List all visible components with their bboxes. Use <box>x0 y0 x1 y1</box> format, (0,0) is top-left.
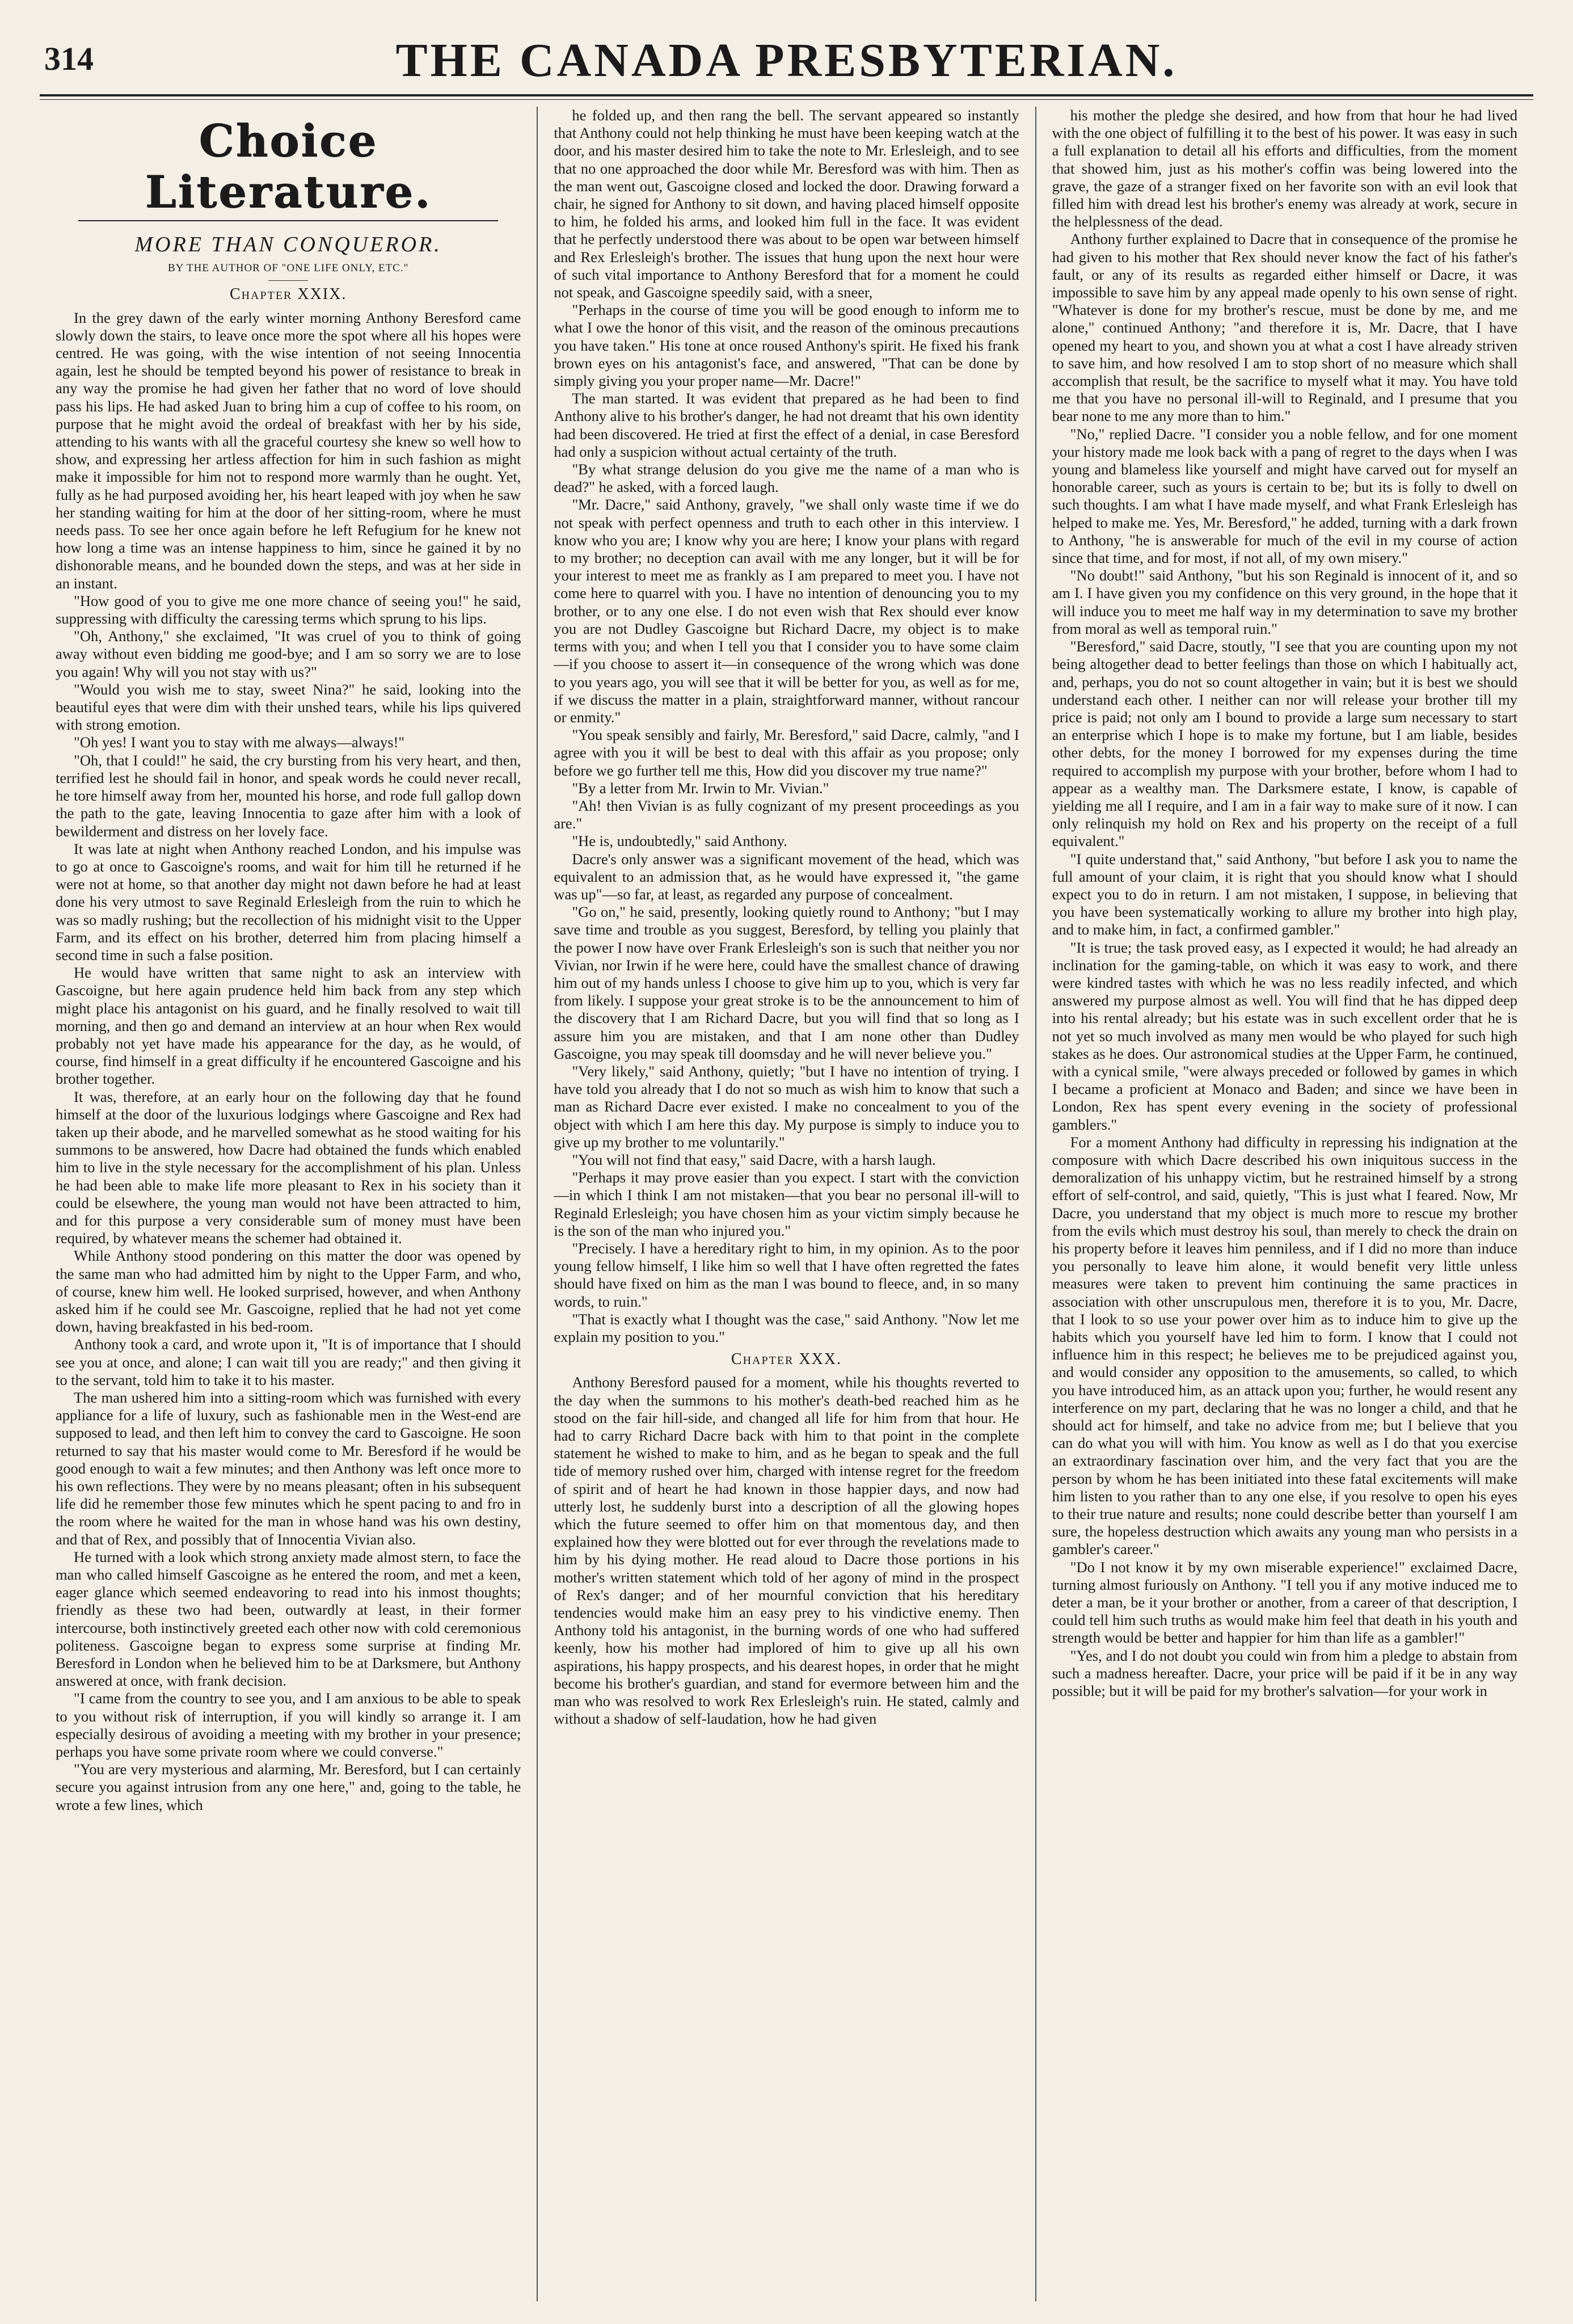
column-1 <box>40 107 537 2301</box>
paragraph: He turned with a look which strong anxiety made almost stern, to face the man who called himself Gascoigne as he entered the room, and met a keen, eager glance which seemed endeavoring to read into his inmost thoughts; friendly as these two had been, outwardly at least, in their former intercourse, both instinctively greeted each other now with cold ceremonious politeness. Gascoigne began to express some surprise at finding Mr. Beresford in London when he believed him to be at Darksmere, but Anthony answered at once, with frank decision. <box>56 1548 521 1690</box>
paragraph: "Mr. Dacre," said Anthony, gravely, "we shall only waste time if we do not speak with perfect openness and truth to each other in this interview. I know who you are; I know why you are here; I know your plans with regard to my brother; no deception can avail with me any longer, but it will be for your interest to meet me as frankly as I am prepared to meet you. I have not come here to quarrel with you. I have no intention of denouncing you to my brother, or to any one else. I do not even wish that Rex should ever know you are not Dudley Gascoigne but Richard Dacre, my object is to make terms with you; and when I tell you that I consider you to have some claim—if you choose to assert it—in consequence of the wrong which was done to you years ago, you will see that it will be better for you, as well as for me, if we discuss the matter in a plain, straightforward manner, without rancour or enmity." <box>554 496 1019 726</box>
paragraph: Dacre's only answer was a significant movement of the head, which was equivalent to an admission that, as he would have expressed it, "the game was up"—so far, at least, as regarded any purpose of concealment. <box>554 850 1019 903</box>
paragraph: "Oh, Anthony," she exclaimed, "It was cruel of you to think of going away without even bidding me good-bye; and I am so sorry we are to lose you again! Why will you not stay with us?" <box>56 628 521 680</box>
header-rule <box>40 94 1533 100</box>
paragraph: "Precisely. I have a hereditary right to him, in my opinion. As to the poor young fellow himself, I like him so well that I have often regretted the fates should have fixed on him as the man I was bound to fleece, and, in so many words, to ruin." <box>554 1240 1019 1310</box>
paragraph: "Perhaps it may prove easier than you expect. I start with the conviction—in which I think I am not mistaken—that you bear no personal ill-will to Reginald Erlesleigh; you have chosen him as your victim simply because he is the son of the man who injured you." <box>554 1169 1019 1239</box>
paragraph: "You speak sensibly and fairly, Mr. Beresford," said Dacre, calmly, "and I agree with you it will be best to deal with this affair as you propose; only before we go further tell me this, How did you discover my true name?" <box>554 726 1019 779</box>
column-3-text <box>1052 107 1517 1700</box>
paragraph: It was late at night when Anthony reached London, and his impulse was to go at once to Gascoigne's rooms, and wait for him till he returned if he were not at home, so that another day might not dawn before he had at least done his very utmost to save Reginald Erlesleigh from the ruin to which he was so madly rushing; but the recollection of his midnight visit to the Upper Farm, and its effect on his brother, deterred him from placing himself a second time in such a false position. <box>56 840 521 963</box>
paragraph: "No doubt!" said Anthony, "but his son Reginald is innocent of it, and so am I. I have given you my confidence on this very ground, in the hope that it will induce you to meet me half way in my determination to save my brother from moral as well as temporal ruin." <box>1052 567 1517 637</box>
paragraph: "Go on," he said, presently, looking quietly round to Anthony; "but I may save time and trouble as you suggest, Beresford, by telling you plainly that the power I now have over Frank Erlesleigh's son is such that neither you nor Vivian, nor Irwin if he were here, could have the smallest chance of drawing him out of my hands unless I choose to give him up to you, which is very far from likely. I suppose your great stroke is to be the announcement to him of the discovery that I am Richard Dacre, but you will find that so long as I assure him you are mistaken, and that I am none other than Dudley Gascoigne, you may speak till doomsday and he will never believe you." <box>554 903 1019 1062</box>
paragraph: While Anthony stood pondering on this matter the door was opened by the same man who had admitted him by night to the Upper Farm, and who, of course, knew him well. He looked surprised, however, and when Anthony asked him if he could see Mr. Gascoigne, replied that he had not yet come down, having breakfasted in his bed-room. <box>56 1247 521 1336</box>
story-title: MORE THAN CONQUEROR. <box>134 233 442 256</box>
section-rule <box>78 220 498 221</box>
column-2-text-continued <box>554 1374 1019 1728</box>
paragraph: "I quite understand that," said Anthony, "but before I ask you to name the full amount of your claim, it is right that you should know what I should expect you to do in return. I am not mistaken, I suppose, in believing that you have been systematically working to allure my brother into high play, and to make him, in fact, a confirmed gambler." <box>1052 850 1517 938</box>
page-header <box>40 23 1533 91</box>
paragraph: "By what strange delusion do you give me the name of a man who is dead?" he asked, with a forced laugh. <box>554 461 1019 496</box>
paragraph: "That is exactly what I thought was the case," said Anthony. "Now let me explain my position to you." <box>554 1310 1019 1346</box>
paragraph: The man ushered him into a sitting-room which was furnished with every appliance for a life of luxury, such as fashionable men in the West-end are supposed to lead, and then left him to convey the card to Gascoigne. He soon returned to say that his master would come to Mr. Beresford if he would be good enough to wait a few minutes; and then Anthony was left once more to his own reflections. They were by no means pleasant; often in his subsequent life did he remember those few minutes which he spent pacing to and fro in the room where he waited for the man in whose hand was his own destiny, and that of Rex, and possibly that of Innocentia Vivian also. <box>56 1389 521 1548</box>
paragraph: For a moment Anthony had difficulty in repressing his indignation at the composure with which Dacre described his own iniquitous success in the demoralization of his unhappy victim, but he restrained himself by a strong effort of self-control, and said, quietly, "This is just what I feared. Now, Mr Dacre, you understand that my object is much more to rescue my brother from the evils which must destroy his soul, than merely to check the drain on his property before it leaves him penniless, and if I did no more than induce you personally to leave him alone, it would benefit very little unless measures were taken to prevent him continuing the same practices in association with other unscrupulous men, therefore it is to you, Mr. Dacre, that I look to so use your power over him as to induce him to give up the habits which you yourself have led him to form. I know that I could not influence him in this respect; he believes me to be prejudiced against you, and would consider any opposition to the amusements, so called, to which you have introduced him, as an attack upon you; further, he would resent any interference on my part, declaring that he was no longer a child, and that he should act for himself, and take no advice from me; but I believe that you can do what you will with him. You know as well as I do that you exercise an extraordinary fascination over him, and the very fact that you are the person by whom he has been initiated into these fatal excitements will make him listen to you rather than to any one else, if you resolve to open his eyes to their true nature and results; none could describe better than yourself I am sure, the hopeless destruction which awaits any young man who persists in a gambler's career." <box>1052 1133 1517 1558</box>
column-3 <box>1035 107 1533 2301</box>
paragraph: "It is true; the task proved easy, as I expected it would; he had already an inclination for the gaming-table, on which it was easy to work, and there were kindred tastes with which he was no less readily infected, and which answered my purpose almost as well. You will find that he has dipped deep into his rental already; but his estate was in such excellent order that he is not yet so much involved as many men would be who played for such high stakes as he does. Our astronomical studies at the Upper Farm, he continued, with a cynical smile, "were always preceded or followed by games in which I became a proficient at Monaco and Baden; and since we have been in London, Rex has spent every evening in the society of professional gamblers." <box>1052 938 1517 1133</box>
paragraph: he folded up, and then rang the bell. The servant appeared so instantly that Anthony could not help thinking he must have been keeping watch at the door, and his master desired him to take the note to Mr. Erlesleigh, and to see that no one approached the door while Mr. Beresford was with him. Then as the man went out, Gascoigne closed and locked the door. Drawing forward a chair, he signed for Anthony to sit down, and having placed himself opposite to him, he folded his arms, and looked him full in the face. It was evident that he perfectly understood there was about to be open war between himself and Rex Erlesleigh's brother. The issues that hung upon the next hour were of such vital importance to Anthony Beresford that for a moment he could not speak, and Gascoigne speedily said, with a sneer, <box>554 107 1019 301</box>
paragraph: "No," replied Dacre. "I consider you a noble fellow, and for one moment your history made me look back with a pang of regret to the days when I was young and blameless like yourself and might have carved out for myself an honorable career, such as yours is certain to be; but its is folly to dwell on such thoughts. I am what I have made myself, and what Frank Erlesleigh has helped to make me. Yes, Mr. Beresford," he added, turning with a dark frown to Anthony, "he is answerable for much of the evil in my course of action since that time, and for most, if not all, of my own misery." <box>1052 425 1517 567</box>
paragraph: "He is, undoubtedly," said Anthony. <box>572 832 787 850</box>
paragraph: "Ah! then Vivian is as fully cognizant of my present proceedings as you are." <box>554 797 1019 832</box>
paragraph: It was, therefore, at an early hour on the following day that he found himself at the door of the luxurious lodgings where Gascoigne and Rex had taken up their abode, and he marvelled somewhat as he stood waiting for his summons to be answered, how Dacre had obtained the funds which enabled him to live in the style necessary for the accomplishment of his plan. Unless he had been able to make life more pleasant to Rex in his society than it could be elsewhere, the young man would not have been attracted to him, and for this purpose a very considerable sum of money must have been required, by whatever means the schemer had obtained it. <box>56 1088 521 1247</box>
journal-title: THE CANADA PRESBYTERIAN. <box>395 34 1178 87</box>
paragraph: "Would you wish me to stay, sweet Nina?" he said, looking into the beautiful eyes that were dim with their unshed tears, while his lips quivered with strong emotion. <box>56 680 521 734</box>
paragraph: "Do I not know it by my own miserable experience!" exclaimed Dacre, turning almost furiously on Anthony. "I tell you if any motive induced me to deter a man, be it your brother or another, from a career of that description, I could tell him such truths as would make him feel that death in his youth and strength would be better and happier for him than life as a gambler!" <box>1052 1558 1517 1647</box>
paragraph: his mother the pledge she desired, and how from that hour he had lived with the one object of fulfilling it to the best of his power. It was easy in such a full explanation to detail all his efforts and difficulties, from the moment that showed him, just as his mother's coffin was being lowered into the grave, the gaze of a stranger fixed on her favorite son with an evil look that filled him with dread lest his brother's enemy was already at work, secure in the helplessness of the dead. <box>1052 107 1517 230</box>
chapter-heading: Chapter XXIX. <box>229 285 347 304</box>
paragraph: "Beresford," said Dacre, stoutly, "I see that you are counting upon my not being altogether dead to better feelings than those on which I habitually act, and, perhaps, you do not so count altogether in vain; but it is best we should understand each other. I neither can nor will release your brother till my price is paid; not only am I bound to provide a large sum necessary to start an enterprise which I hope is to make my fortune, but I am liable, besides other debts, for the money I borrowed for my expenses during the time required to accomplish my purpose with your brother, before whom I had to appear as a wealthy man. The Darksmere estate, I know, is capable of yielding me all I require, and I am in a fair way to make sure of it now. I can only relinquish my hold on Rex and his property on the receipt of a full equivalent." <box>1052 638 1517 850</box>
paragraph: Anthony further explained to Dacre that in consequence of the promise he had given to his mother that Rex should never know the fact of his father's fault, or any of its results as regarded either himself or Dacre, it was impossible to save him by any appeal made openly to his own sense of right. "Whatever is done for my brother's rescue, must be done by me, and me alone," continued Anthony; "and therefore it is, Mr. Dacre, that I have opened my heart to you, and shown you at what a cost I have already striven to save him, and how resolved I am to stop short of no measure which shall accomplish that result, be the sacrifice to myself what it may. You have told me that you have no personal ill-will to Reginald, and I presume that you bear none to me any more than to him." <box>1052 230 1517 425</box>
column-2 <box>537 107 1035 2301</box>
article-columns <box>40 107 1533 2301</box>
paragraph: Anthony Beresford paused for a moment, while his thoughts reverted to the day when the summons to his mother's death-bed reached him as he stood on the fair hill-side, and changed all life for him from that hour. He had to carry Richard Dacre back with him to that point in the complete statement he wished to make to him, and as he began to speak and the full tide of memory rushed over him, charged with intense regret for the freedom of spirit and of heart he had known in those happier days, and now had utterly lost, he suddenly burst into a description of all the glowing hopes which the future seemed to offer him on that momentous day, and then explained how they were blotted out for ever through the revelations made to him by his dying mother. He read aloud to Dacre those portions in his mother's written statement which told of her agony of mind in the prospect of Rex's danger; and of her mournful conviction that his hereditary tendencies would make him an easy prey to his vindictive enemy. Then Anthony told his antagonist, in the burning words of one who had suffered keenly, how his mother had implored of him to give up all his own aspirations, his happy prospects, and his dearest hopes, in order that he might become his brother's guardian, and stand for evermore between him and the man who was resolved to work Rex Erlesleigh's ruin. He stated, calmly and without a shadow of self-laudation, how he had given <box>554 1374 1019 1728</box>
paragraph: "Perhaps in the course of time you will be good enough to inform me to what I owe the honor of this visit, and the reason of the ominous precautions you have taken." His tone at once roused Anthony's spirit. He fixed his frank brown eyes on his antagonist's face, and answered, "That can be done by simply giving you your proper name—Mr. Dacre!" <box>554 301 1019 390</box>
paragraph: In the grey dawn of the early winter morning Anthony Beresford came slowly down the stairs, to leave once more the spot where all his hopes were centred. He was going, with the wise intention of not seeing Innocentia again, lest he should be tempted beyond his power of resistance to break in any way the promise he had given her father that no word of love should pass his lips. He had asked Juan to bring him a cup of coffee to his room, on purpose that he might avoid the ordeal of breakfast with her by his side, attending to his wants with all the graceful courtesy she knew so well how to show, and expressing her artless affection for him in such fashion as might make it impossible for him not to respond more warmly than he ought. Yet, fully as he had purposed avoiding her, his heart leaped with joy when he saw her standing waiting for him at the door of her sitting-room, where he must needs pass. To see her once again before he left Refugium for he knew not how long a time was an intense happiness to him, since he gained it by no dishonorable means, and he bounded down the steps, and was at her side in an instant. <box>56 309 521 592</box>
byline: BY THE AUTHOR OF "ONE LIFE ONLY, ETC." <box>167 262 409 275</box>
paragraph: "By a letter from Mr. Irwin to Mr. Vivian." <box>572 779 829 797</box>
paragraph: The man started. It was evident that prepared as he had been to find Anthony alive to his brother's danger, he had not dreamt that his own identity had been discovered. He tried at first the effect of a denial, in case Beresford had only a suspicion without actual certainty of the truth. <box>554 390 1019 460</box>
page-number: 314 <box>44 40 94 77</box>
paragraph: "Yes, and I do not doubt you could win from him a pledge to abstain from such a madness hereafter. Dacre, your price will be paid if it be in any way possible; but it will be paid for my brother's salvation—for your work in <box>1052 1647 1517 1700</box>
paragraph: "Oh, that I could!" he said, the cry bursting from his very heart, and then, terrified lest he should fail in honor, and speak words he could never recall, he tore himself away from her, mounted his horse, and rode full gallop down the path to the gate, leaving Innocentia to gaze after him with a look of bewilderment and distress on her lovely face. <box>56 751 521 840</box>
paragraph: "I came from the country to see you, and I am anxious to be able to speak to you without risk of interruption, if you will kindly so arrange it. I am especially desirous of avoiding a meeting with my brother in your presence; perhaps you have some private room where we could converse." <box>56 1690 521 1761</box>
column-1-text <box>56 309 521 1814</box>
column-2-text <box>554 107 1019 1346</box>
byline-rule <box>268 280 308 281</box>
paragraph: Anthony took a card, and wrote upon it, "It is of importance that I should see you at once, and alone; I can wait till you are ready;" and then giving it to the servant, told him to take it to his master. <box>56 1336 521 1388</box>
paragraph: "You are very mysterious and alarming, Mr. Beresford, but I can certainly secure you against intrusion from any one here," and, going to the table, he wrote a few lines, which <box>56 1761 521 1813</box>
paragraph: "Oh yes! I want you to stay with me always—always!" <box>74 734 405 751</box>
paragraph: "Very likely," said Anthony, quietly; "but I have no intention of trying. I have told you already that I do not so much as wish him to know that such a man as Richard Dacre ever existed. I make no concealment to you of the object with which I am here this day. My purpose is simply to induce you to give up my brother to me voluntarily." <box>554 1062 1019 1151</box>
chapter-heading: Chapter XXX. <box>731 1350 842 1369</box>
paragraph: "You will not find that easy," said Dacre, with a harsh laugh. <box>572 1151 936 1168</box>
paragraph: "How good of you to give me one more chance of seeing you!" he said, suppressing with difficulty the caressing terms which sprung to his lips. <box>56 592 521 628</box>
section-heading: Choice Literature. <box>145 115 432 218</box>
paragraph: He would have written that same night to ask an interview with Gascoigne, but here again prudence held him back from any step which might place his antagonist on his guard, and he finally resolved to wait till morning, and then go and demand an interview at an hour when Rex would probably not yet have made his appearance for the day, as he would, of course, find himself in a great difficulty if he encountered Gascoigne and his brother together. <box>56 964 521 1088</box>
